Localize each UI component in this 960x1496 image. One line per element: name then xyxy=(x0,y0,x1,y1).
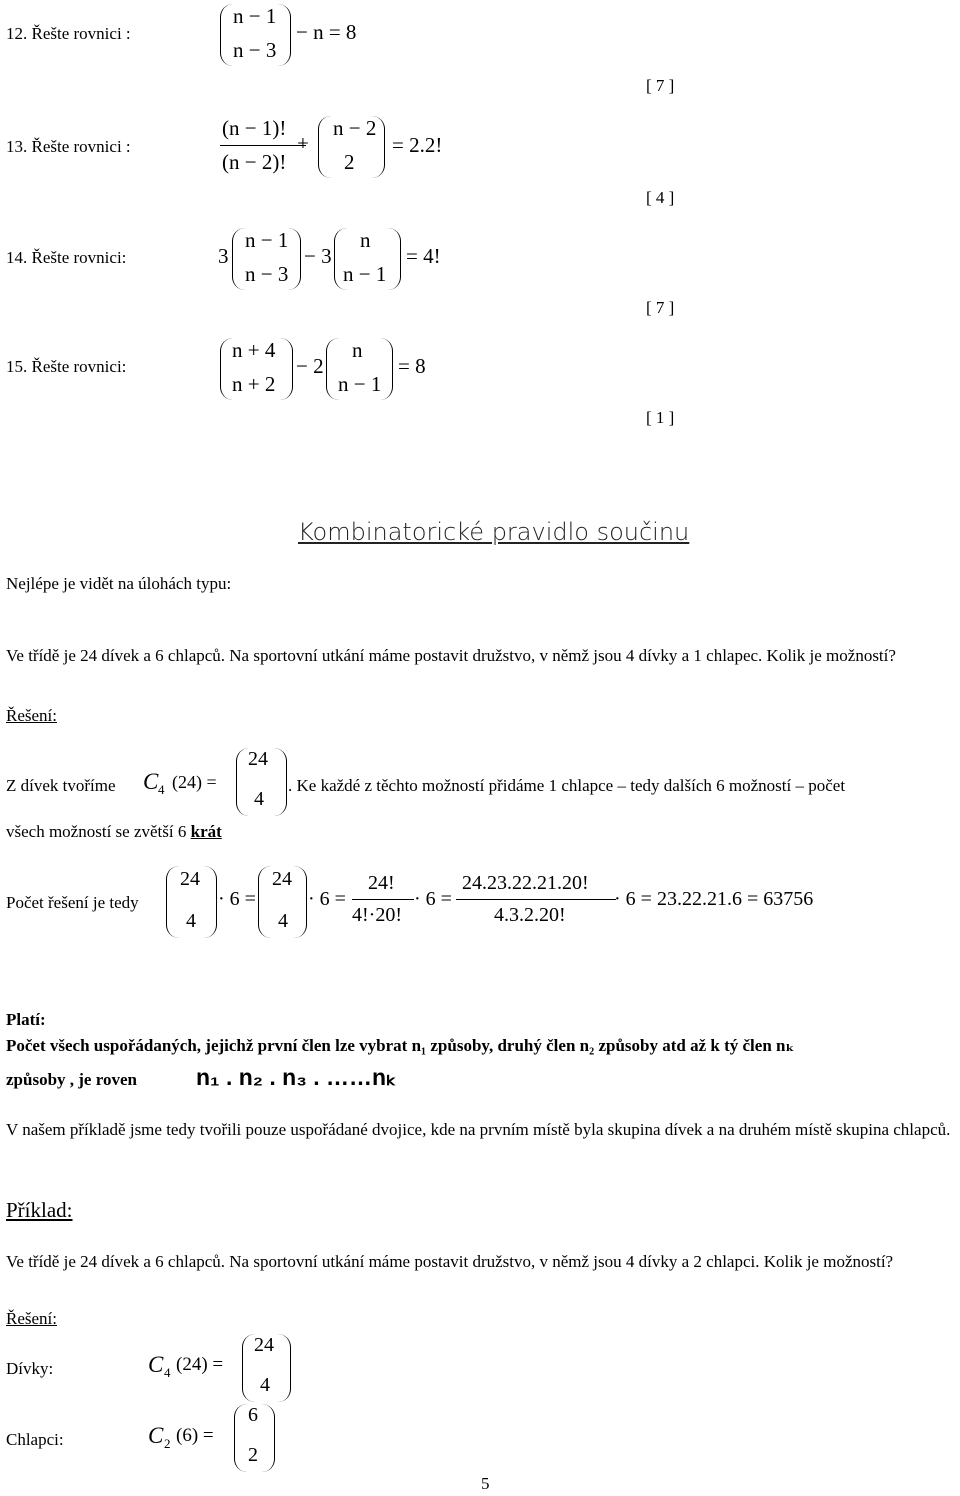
bracket-right xyxy=(294,866,307,938)
binom-bottom: 4 xyxy=(186,910,196,932)
multiply-six: · 6 = xyxy=(218,888,256,910)
fraction-numerator: 24.23.22.21.20! xyxy=(462,872,589,894)
binom-top: 24 xyxy=(180,868,200,890)
bracket-left xyxy=(258,866,271,938)
plati-line2: způsoby , je roven xyxy=(6,1070,137,1089)
bracket-right xyxy=(372,116,385,178)
problem-14-answer: [ 7 ] xyxy=(646,298,675,317)
example1-text: Ve třídě je 24 dívek a 6 chlapců. Na sportovní utkání máme postavit družstvo, v němž jsou 4 dívky a 1 chlapec. Kolik je možností? xyxy=(6,646,896,665)
equation-rest: = 8 xyxy=(398,354,426,378)
bracket-right xyxy=(204,866,217,938)
bracket-right xyxy=(280,338,293,400)
problem-13-answer: [ 4 ] xyxy=(646,188,675,207)
binom-top: 24 xyxy=(272,868,292,890)
divky-label: Dívky: xyxy=(6,1359,54,1378)
bracket-left xyxy=(220,4,233,66)
combination-symbol: C xyxy=(143,769,159,794)
bracket-right xyxy=(278,4,291,66)
binom-bottom: 4 xyxy=(260,1374,270,1396)
fraction-line xyxy=(456,899,616,900)
example1-line2 xyxy=(6,822,222,842)
example1-reseni-label: Řešení: xyxy=(6,706,57,725)
bracket-left xyxy=(232,228,245,290)
binom-top: n − 1 xyxy=(245,228,289,252)
example2-text: Ve třídě je 24 dívek a 6 chlapců. Na sportovní utkání máme postavit družstvo, v němž jsou 4 dívky a 2 chlapci. Kolik je možností? xyxy=(6,1252,894,1271)
fraction-numerator: (n − 1)! xyxy=(222,116,287,140)
binom-bottom: 4 xyxy=(278,910,288,932)
plati-line1: Počet všech uspořádaných, jejichž první člen lze vybrat n₁ způsoby, druhý člen n₂ způsoby atd až k tý člen nₖ xyxy=(6,1036,795,1055)
bracket-right xyxy=(288,228,301,290)
fraction-line xyxy=(220,145,306,146)
fraction-numerator: 24! xyxy=(368,872,395,894)
plus-sign: + xyxy=(297,131,309,155)
bracket-left xyxy=(166,866,179,938)
minus-term: − 3 xyxy=(304,244,332,268)
binom-bottom: 2 xyxy=(344,150,355,174)
binom-top: n − 1 xyxy=(233,4,277,28)
pocet-text: Počet řešení je tedy xyxy=(6,893,139,912)
multiply-six: · 6 = xyxy=(414,888,452,910)
bracket-right xyxy=(262,1404,275,1472)
binom-top: n xyxy=(352,338,363,362)
binom-bottom: 4 xyxy=(254,788,264,810)
problem-12-answer: [ 7 ] xyxy=(646,76,675,95)
plati-title: Platí: xyxy=(6,1010,46,1029)
binom-top: n − 2 xyxy=(333,116,377,140)
combination-subscript: 2 xyxy=(164,1436,171,1451)
bracket-left xyxy=(318,116,331,178)
minus-term: − 2 xyxy=(296,354,324,378)
fraction-denominator: 4!·20! xyxy=(352,904,402,926)
page-number: 5 xyxy=(481,1474,490,1493)
bracket-left xyxy=(234,1404,247,1472)
line2-text: všech možností se zvětší 6 xyxy=(6,822,191,841)
combination-argument: (6) = xyxy=(176,1425,214,1446)
binom-top: n + 4 xyxy=(232,338,276,362)
krat-word: krát xyxy=(190,822,222,841)
equation-rest: = 2.2! xyxy=(392,133,443,157)
problem-15-label: 15. Řešte rovnici: xyxy=(6,357,127,376)
binom-bottom: n − 3 xyxy=(233,38,277,62)
fraction-denominator: 4.3.2.20! xyxy=(494,904,566,926)
example2-heading: Příklad: xyxy=(6,1198,73,1222)
note-text: V našem příkladě jsme tedy tvořili pouze uspořádané dvojice, kde na prvním místě byla skupina dívek a na druhém místě skupina chlapců. xyxy=(6,1120,951,1139)
chlapci-label: Chlapci: xyxy=(6,1430,64,1449)
example2-reseni-label: Řešení: xyxy=(6,1309,57,1328)
example1-continuation: . Ke každé z těchto možností přidáme 1 chlapce – tedy dalších 6 možností – počet xyxy=(288,776,846,795)
fraction-line xyxy=(352,899,414,900)
binom-top: n xyxy=(360,228,371,252)
binom-bottom: n − 1 xyxy=(343,262,387,286)
bracket-right xyxy=(274,748,287,816)
combination-symbol: C xyxy=(148,1423,164,1448)
binom-bottom: 2 xyxy=(248,1444,258,1466)
bracket-right xyxy=(278,1334,291,1402)
intro-text: Nejlépe je vidět na úlohách typu: xyxy=(6,574,232,593)
combination-symbol: C xyxy=(148,1352,164,1377)
plati-formula: n₁ . n₂ . n₃ . ……nₖ xyxy=(196,1064,396,1090)
section-title: Kombinatorické pravidlo součinu xyxy=(298,518,690,546)
problem-14-label: 14. Řešte rovnici: xyxy=(6,248,127,267)
binom-top: 6 xyxy=(248,1404,258,1426)
multiply-six: · 6 = xyxy=(308,888,346,910)
combination-subscript: 4 xyxy=(158,782,165,797)
binom-top: 24 xyxy=(254,1334,274,1356)
combination-argument: (24) = xyxy=(172,772,217,792)
bracket-right xyxy=(388,228,401,290)
combination-argument: (24) = xyxy=(176,1354,224,1375)
problem-13-label: 13. Řešte rovnici : xyxy=(6,137,131,156)
fraction-denominator: (n − 2)! xyxy=(222,150,287,174)
binom-bottom: n + 2 xyxy=(232,372,276,396)
bracket-right xyxy=(380,338,393,400)
calculation-result: · 6 = 23.22.21.6 = 63756 xyxy=(614,888,814,910)
problem-12-label: 12. Řešte rovnici : xyxy=(6,24,131,43)
equation-rest: − n = 8 xyxy=(296,20,357,44)
problem-15-answer: [ 1 ] xyxy=(646,408,675,427)
combination-subscript: 4 xyxy=(164,1365,171,1380)
coefficient: 3 xyxy=(218,244,229,268)
equation-rest: = 4! xyxy=(406,244,441,268)
binom-bottom: n − 3 xyxy=(245,262,289,286)
binom-top: 24 xyxy=(248,748,268,770)
zdivek-text: Z dívek tvoříme xyxy=(6,776,116,795)
binom-bottom: n − 1 xyxy=(338,372,382,396)
